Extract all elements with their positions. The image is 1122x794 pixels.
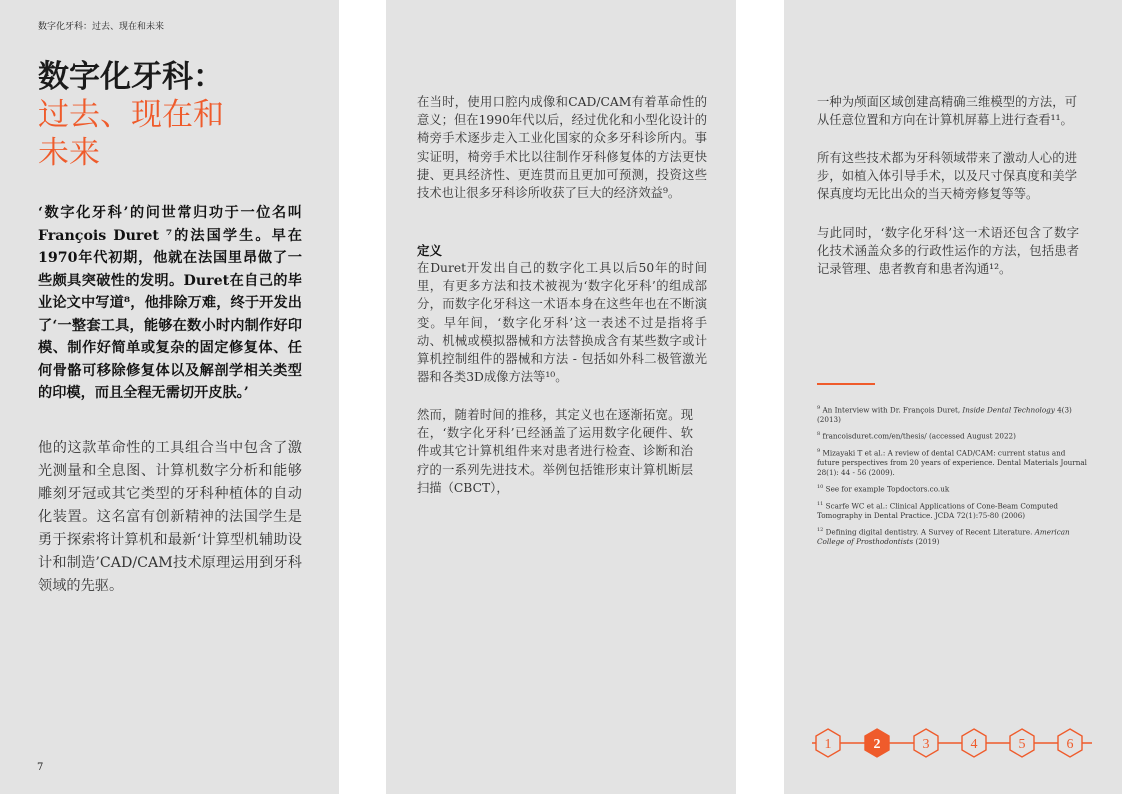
column3-paragraph-3: 与此同时，‘数字化牙科’这一术语还包含了数字化技术涵盖众多的行政性运作的方法，包括患者记录管理、患者教育和患者沟通¹²。 [817,226,1079,277]
svg-text:6: 6 [1066,737,1074,752]
svg-text:4: 4 [970,737,978,752]
page-number: 7 [37,762,44,773]
title-line-1: 数字化牙科： [38,59,224,95]
svg-text:2: 2 [873,737,881,752]
body-paragraph: 他的这款革命性的工具组合当中包含了激光测量和全息图、计算机数字分析和能够雕刻牙冠或其它类型的牙科种植体的自动化装置。这名富有创新精神的法国学生是勇于探索将计算机和最新‘计算型机辅助设计和制造’CAD/CAM技术原理运用到牙科领域的先驱。 [38,440,302,594]
intro-paragraph: ‘数字化牙科’的问世常归功于一位名叫François Duret ⁷的法国学生。早在1970年代初期，他就在法国里昂做了一些颇具突破性的发明。Duret在自己的毕业论文中写道⁸，他排除万难，终于开发出了‘一整套工具，能够在数小时内制作好印模、制作好简单或复杂的固定修复体、任何骨骼可移除修复体以及解剖学相关类型的印模，而且全程无需切开皮肤。’ [38,205,302,401]
page-link-6[interactable] [1058,729,1082,757]
footnote-item: $^{10}$ See for example Topdoctors.co.uk [817,484,950,494]
svg-text:1: 1 [824,737,832,752]
footnote-item: $^9$ An Interview with Dr. François Duret, Inside Dental Technology 4(3) (2013) [817,405,1072,424]
page-link-5[interactable] [1010,729,1034,757]
column2-paragraph-3: 然而，随着时间的推移，其定义也在逐渐拓宽。现在，‘数字化牙科’已经涵盖了运用数字化硬件、软件或其它计算机组件来对患者进行检查、诊断和治疗的一系列先进技术。举例包括锥形束计算机断层扫描（CBCT）， [417,408,693,495]
page-link-4[interactable] [962,729,986,757]
footnote-divider [817,383,875,385]
running-header: 数字化牙科：过去、现在和未来 [38,22,165,32]
footnote-item: $^{11}$ Scarfe WC et al.: Clinical Applications of Cone-Beam Computed Tomography in Dental Practice. JCDA 72(1):75-80 (2006) [817,501,1058,520]
page-title [38,58,224,172]
column2-paragraph-1: 在当时，使用口腔内成像和CAD/CAM有着革命性的意义；但在1990年代以后，经过优化和小型化设计的椅旁手术逐步走入工业化国家的众多牙科诊所内。事实证明，椅旁手术比以往制作牙科修复体的方法更快捷、更具经济性、更连贯而且更加可预测，投资这些技术也让很多牙科诊所收获了巨大的经济效益⁹。 [417,95,707,201]
footnote-item: $^9$ Mizayaki T et al.: A review of dental CAD/CAM: current status and future perspectives from 20 years of experience. Dental Materials Journal 28(1): 44 - 56 (2009). [817,448,1087,477]
footnote-item: $^8$ francoisduret.com/en/thesis/ (accessed August 2022) [817,431,1016,441]
page-link-2-active[interactable] [865,729,889,757]
column2-paragraph-2: 在Duret开发出自己的数字化工具以后50年的时间里，有更多方法和技术被视为‘数字化牙科’的组成部分，而数字化牙科这一术语本身在这些年也在不断演变。早年间，‘数字化牙科’这一表述不过是指将手动、机械或模拟器械和方法替换成含有某些数字或计算机控制组件的器械和方法 - 包括如外科二极管激光器和各类3D成像方法等¹⁰。 [417,261,707,385]
svg-text:3: 3 [922,737,930,752]
footnote-item: $^{12}$ Defining digital dentistry. A Survey of Recent Literature. American College of Prosthodontists (2019) [817,527,1070,547]
title-line-3: 未来 [38,135,100,171]
svg-text:5: 5 [1018,737,1026,752]
page-navigation [812,726,1092,760]
definition-heading: 定义 [417,243,443,258]
column3-paragraph-2: 所有这些技术都为牙科领域带来了激动人心的进步，如植入体引导手术，以及尺寸保真度和美学保真度均无比出众的当天椅旁修复等等。 [817,151,1077,202]
page-link-3[interactable] [914,729,938,757]
title-line-2: 过去、现在和 [38,97,224,133]
footnotes-list [817,404,1089,553]
page-link-1[interactable] [816,729,840,757]
column3-paragraph-1: 一种为颅面区域创建高精确三维模型的方法，可从任意位置和方向在计算机屏幕上进行查看¹¹。 [817,95,1077,128]
